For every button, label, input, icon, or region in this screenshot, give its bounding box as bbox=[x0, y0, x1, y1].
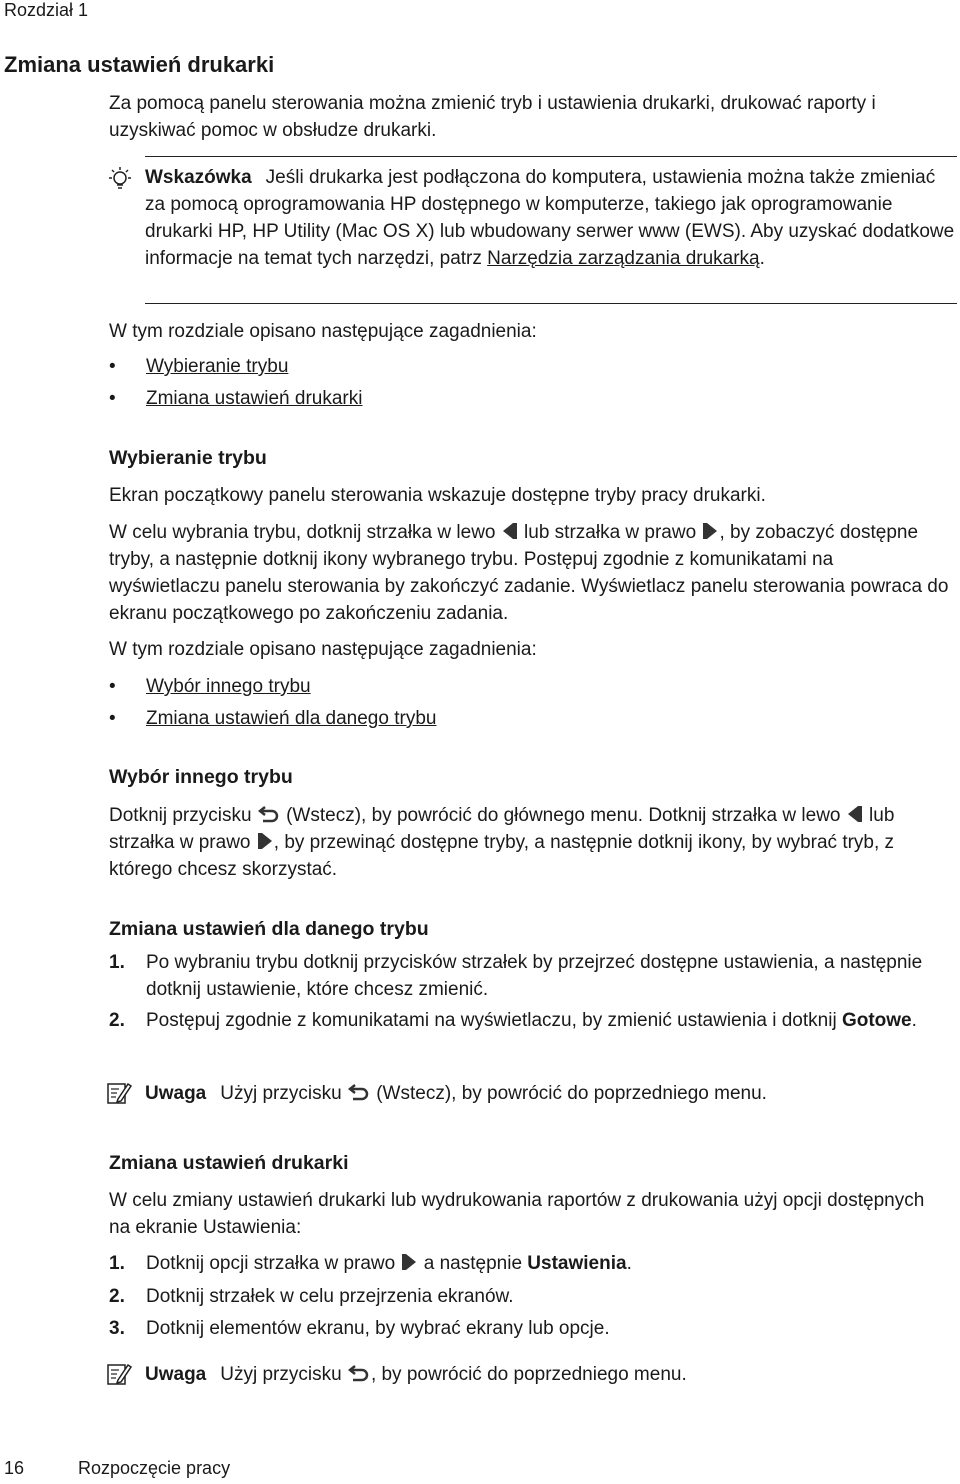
tip-bottom-rule bbox=[145, 303, 957, 304]
tip-top-rule bbox=[145, 156, 957, 157]
note-icon bbox=[106, 1080, 132, 1106]
note-label: Uwaga bbox=[145, 1083, 207, 1104]
chapter-label: Rozdział 1 bbox=[4, 0, 89, 20]
paragraph: Dotknij przycisku (Wstecz), by powrócić do głównego menu. Dotknij strzałka w lewo lub strzałka w prawo , by przewinąć dostępne tryby, a następnie dotknij ikony, by wybrać tryb, z którego chcesz skorzystać. bbox=[109, 805, 895, 880]
tools-link[interactable]: Narzędzia zarządzania drukarką bbox=[487, 248, 760, 269]
tip-text: Wskazówka Jeśli drukarka jest podłączona do komputera, ustawienia można także zmieniać za pomocą oprogramowania HP dostępnego w komputerze, takiego jak oprogramowanie drukarki HP, HP Utility (Mac OS X) lub wbudowany serwer www (EWS). Aby uzyskać dodatkowe informacje na temat tych narzędzi, patrz Narzędzia zarządzania drukarką. bbox=[145, 167, 955, 269]
section-heading: Zmiana ustawień dla danego trybu bbox=[109, 918, 429, 940]
paragraph: W celu zmiany ustawień drukarki lub wydrukowania raportów z drukowania użyj opcji dostępnych na ekranie Ustawienia: bbox=[109, 1190, 925, 1238]
page-title: Zmiana ustawień drukarki bbox=[4, 52, 275, 77]
list-item: • Zmiana ustawień dla danego trybu bbox=[109, 708, 437, 729]
section-heading: Zmiana ustawień drukarki bbox=[109, 1152, 349, 1174]
note-text: Uwaga Użyj przycisku , by powrócić do poprzedniego menu. bbox=[145, 1364, 687, 1385]
link-mode[interactable]: Wybieranie trybu bbox=[146, 356, 289, 377]
link-other-mode[interactable]: Wybór innego trybu bbox=[146, 676, 311, 697]
footer-section: Rozpoczęcie pracy bbox=[78, 1458, 231, 1478]
link-printer-settings[interactable]: Zmiana ustawień drukarki bbox=[146, 388, 363, 409]
back-icon bbox=[347, 1363, 371, 1383]
note-label: Uwaga bbox=[145, 1364, 207, 1385]
paragraph: Ekran początkowy panelu sterowania wskazuje dostępne tryby pracy drukarki. bbox=[109, 485, 766, 506]
numbered-step: 1. Dotknij opcji strzałka w prawo a następnie Ustawienia. bbox=[109, 1253, 632, 1274]
back-icon bbox=[347, 1082, 371, 1102]
arrow-left-icon bbox=[846, 804, 864, 824]
lightbulb-icon bbox=[106, 166, 134, 192]
tip-label: Wskazówka bbox=[145, 167, 252, 188]
list-item: • Wybieranie trybu bbox=[109, 356, 289, 377]
numbered-step: 3. Dotknij elementów ekranu, by wybrać ekrany lub opcje. bbox=[109, 1318, 610, 1339]
back-icon bbox=[257, 804, 281, 824]
link-mode-settings[interactable]: Zmiana ustawień dla danego trybu bbox=[146, 708, 437, 729]
section-heading: Wybieranie trybu bbox=[109, 447, 267, 469]
list-item: • Zmiana ustawień drukarki bbox=[109, 388, 363, 409]
section-heading: Wybór innego trybu bbox=[109, 766, 293, 788]
toc1-intro: W tym rozdziale opisano następujące zagadnienia: bbox=[109, 321, 537, 342]
toc2-intro: W tym rozdziale opisano następujące zagadnienia: bbox=[109, 639, 537, 660]
intro-paragraph: Za pomocą panelu sterowania można zmienić tryb i ustawienia drukarki, drukować raporty i uzyskiwać pomoc w obsłudze drukarki. bbox=[109, 93, 876, 141]
arrow-right-icon bbox=[701, 521, 719, 541]
arrow-right-icon bbox=[256, 831, 274, 851]
note-icon bbox=[106, 1361, 132, 1387]
page-number: 16 bbox=[4, 1458, 25, 1478]
paragraph: W celu wybrania trybu, dotknij strzałka w lewo lub strzałka w prawo , by zobaczyć dostępne tryby, a następnie dotknij ikony wybranego trybu. Postępuj zgodnie z komunikatami na wyświetlaczu panelu sterowania by zakończyć zadanie. Wyświetlacz panelu sterowania powraca do ekranu początkowego po zakończeniu zadania. bbox=[109, 522, 949, 624]
list-item: • Wybór innego trybu bbox=[109, 676, 311, 697]
arrow-right-icon bbox=[400, 1252, 418, 1272]
numbered-step: 2. Postępuj zgodnie z komunikatami na wyświetlaczu, by zmienić ustawienia i dotknij Gotowe. bbox=[109, 1010, 917, 1031]
numbered-step: 1. Po wybraniu trybu dotknij przycisków strzałek by przejrzeć dostępne ustawienia, a następnie dotknij ustawienie, które chcesz zmienić. bbox=[109, 952, 923, 1000]
numbered-step: 2. Dotknij strzałek w celu przejrzenia ekranów. bbox=[109, 1286, 514, 1307]
note-text: Uwaga Użyj przycisku (Wstecz), by powrócić do poprzedniego menu. bbox=[145, 1083, 767, 1104]
arrow-left-icon bbox=[501, 521, 519, 541]
